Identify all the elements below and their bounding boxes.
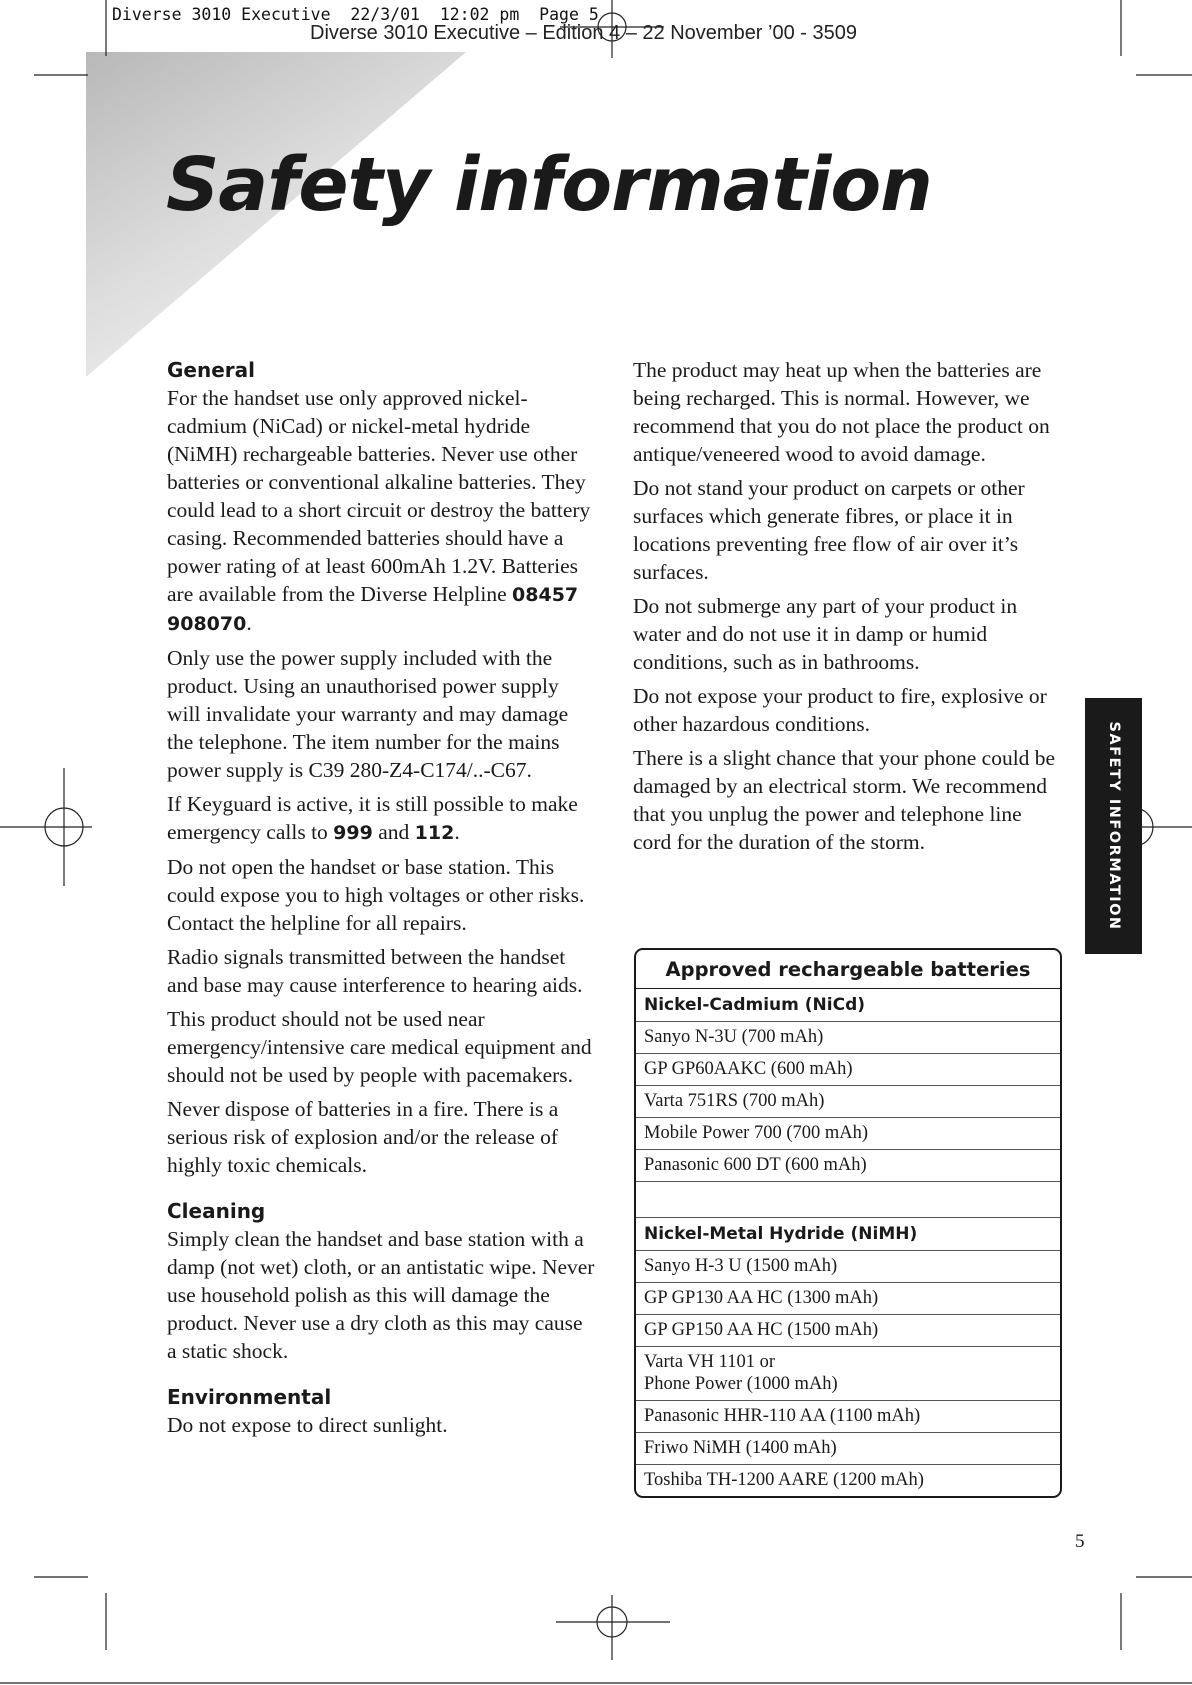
general-paragraph-keyguard (167, 790, 597, 847)
general-paragraph-batteries-text: For the handset use only approved nickel-cadmium (NiCad) or nickel-metal hydride (NiMH) rechargeable batteries. Never use other batteries or conventional alkaline batteries. They could lead to a short circuit or destroy the battery casing. Recommended batteries should have a power rating of at least 600mAh 1.2V. Batteries are available from the Diverse Helpline (167, 386, 591, 606)
emergency-number-112: 112 (414, 822, 455, 844)
section-side-tab-label: SAFETY INFORMATION (1105, 721, 1122, 931)
table-row: Panasonic 600 DT (600 mAh) (636, 1150, 1060, 1182)
right-paragraph-storm: There is a slight chance that your phone could be damaged by an electrical storm. We recommend that you unplug the power and telephone line cord for the duration of the storm. (633, 746, 1056, 854)
table-row: Sanyo H-3 U (1500 mAh) (636, 1251, 1060, 1283)
emergency-number-999: 999 (333, 822, 373, 844)
print-slug: Diverse 3010 Executive 22/3/01 12:02 pm Page 5 (112, 5, 599, 24)
table-row: Sanyo N-3U (700 mAh) (636, 1022, 1060, 1054)
general-paragraph-open-handset: Do not open the handset or base station. This could expose you to high voltages or other risks. Contact the helpline for all repairs. (167, 855, 585, 935)
conjunction: and (372, 820, 415, 844)
battery-table (634, 948, 1062, 1498)
cleaning-paragraph: Simply clean the handset and base station with a damp (not wet) cloth, or an antistatic wipe. Never use household polish as this will damage the product. Never use a dry cloth as this may cause a static shock. (167, 1227, 595, 1363)
table-row: Varta 751RS (700 mAh) (636, 1086, 1060, 1118)
general-heading: General (167, 358, 255, 382)
spacer (167, 1185, 597, 1197)
nicd-heading: Nickel-Cadmium (NiCd) (636, 989, 1060, 1022)
general-paragraph-power-supply: Only use the power supply included with the product. Using an unauthorised power supply will invalidate your warranty and may damage the telephone. The item number for the mains power supply is C39 280-Z4-C174/..-C67. (167, 646, 569, 782)
environmental-heading: Environmental (167, 1385, 332, 1409)
keyguard-text: If Keyguard is active, it is still possible to make emergency calls to (167, 792, 578, 844)
table-row: GP GP130 AA HC (1300 mAh) (636, 1283, 1060, 1315)
punctuation: . (454, 820, 460, 844)
section-side-tab (1085, 698, 1142, 954)
page-number: 5 (1075, 1531, 1085, 1552)
spacer (167, 1371, 597, 1383)
right-paragraph-water: Do not submerge any part of your product in water and do not use it in damp or humid conditions, such as in bathrooms. (633, 594, 1018, 674)
page-title: Safety information (166, 142, 932, 228)
right-paragraph-fire: Do not expose your product to fire, explosive or other hazardous conditions. (633, 684, 1047, 736)
general-paragraph-batteries (167, 384, 597, 638)
helpline-number: 08457 908070 (167, 584, 579, 635)
table-row: Panasonic HHR-110 AA (1100 mAh) (636, 1401, 1060, 1433)
right-paragraph-carpets: Do not stand your product on carpets or other surfaces which generate fibres, or place it in locations preventing free flow of air over it’s surfaces. (633, 476, 1025, 584)
table-row: GP GP150 AA HC (1500 mAh) (636, 1315, 1060, 1347)
table-row-line: Phone Power (1000 mAh) (644, 1374, 838, 1394)
right-column (633, 356, 1063, 862)
general-paragraph-disposal: Never dispose of batteries in a fire. There is a serious risk of explosion and/or the release of highly toxic chemicals. (167, 1097, 559, 1177)
table-row: Mobile Power 700 (700 mAh) (636, 1118, 1060, 1150)
table-row (636, 1347, 1060, 1401)
table-row: Toshiba TH-1200 AARE (1200 mAh) (644, 1470, 924, 1490)
general-paragraph-medical: This product should not be used near emergency/intensive care medical equipment and should not be used by people with pacemakers. (167, 1007, 592, 1087)
right-paragraph-heat: The product may heat up when the batteries are being recharged. This is normal. However, we recommend that you do not place the product on antique/veneered wood to avoid damage. (633, 358, 1050, 466)
table-row-line: Varta VH 1101 or (644, 1352, 776, 1372)
punctuation: . (246, 611, 252, 635)
left-column (167, 356, 597, 1445)
environmental-paragraph: Do not expose to direct sunlight. (167, 1413, 448, 1437)
table-row: Friwo NiMH (1400 mAh) (636, 1433, 1060, 1465)
nimh-heading: Nickel-Metal Hydride (NiMH) (636, 1218, 1060, 1251)
table-row: GP GP60AAKC (600 mAh) (636, 1054, 1060, 1086)
edition-line: Diverse 3010 Executive – Edition 4 – 22 November ’00 - 3509 (310, 22, 857, 44)
cleaning-heading: Cleaning (167, 1199, 266, 1223)
battery-table-caption: Approved rechargeable batteries (636, 950, 1060, 989)
general-paragraph-radio-signals: Radio signals transmitted between the handset and base may cause interference to hearing aids. (167, 945, 583, 997)
table-row-empty (636, 1182, 1060, 1218)
